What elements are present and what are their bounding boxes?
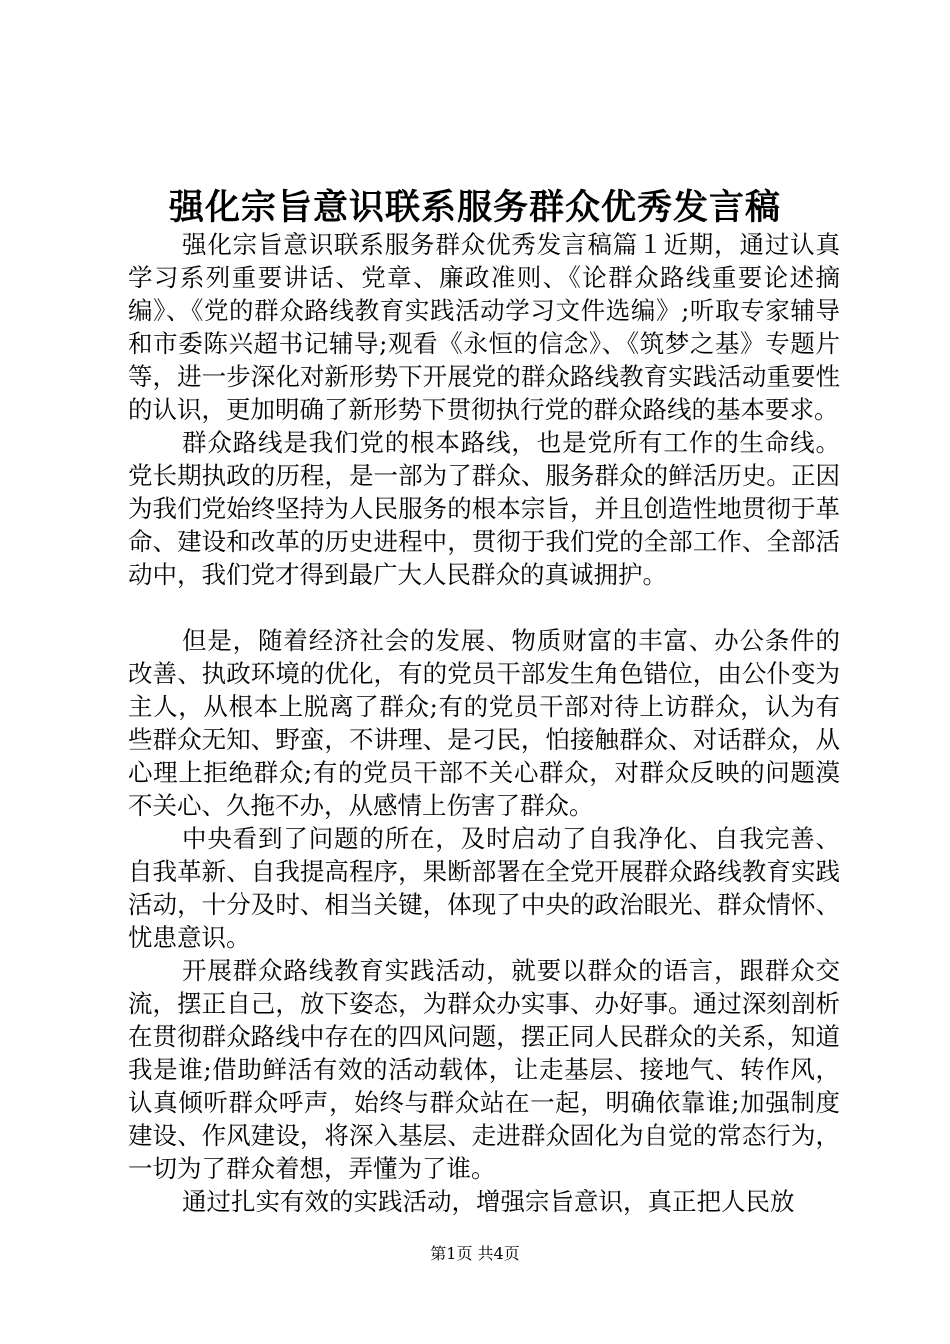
paragraph-2: 群众路线是我们党的根本路线，也是党所有工作的生命线。党长期执政的历程，是一部为了群众、服务群众的鲜活历史。正因为我们党始终坚持为人民服务的根本宗旨，并且创造性地贯彻于革命、建设和改革的历史进程中，贯彻于我们党的全部工作、全部活动中，我们党才得到最广大人民群众的真诚拥护。 (128, 428, 840, 589)
paragraph-6: 通过扎实有效的实践活动，增强宗旨意识，真正把人民放 (182, 1187, 795, 1216)
document-body (128, 228, 840, 1218)
paragraph-3: 但是，随着经济社会的发展、物质财富的丰富、办公条件的改善、执政环境的优化，有的党员干部发生角色错位，由公仆变为主人，从根本上脱离了群众;有的党员干部对待上访群众，认为有些群众无知、野蛮，不讲理、是刁民，怕接触群众、对话群众，从心理上拒绝群众;有的党员干部不关心群众，对群众反映的问题漠不关心、久拖不办，从感情上伤害了群众。 (128, 626, 840, 820)
paragraph-1: 强化宗旨意识联系服务群众优秀发言稿篇１近期，通过认真学习系列重要讲话、党章、廉政准则、《论群众路线重要论述摘编》、《党的群众路线教育实践活动学习文件选编》;听取专家辅导和市委陈兴超书记辅导;观看《永恒的信念》、《筑梦之基》专题片等，进一步深化对新形势下开展党的群众路线教育实践活动重要性的认识，更加明确了新形势下贯彻执行党的群众路线的基本要求。 (128, 230, 840, 424)
document-title: 强化宗旨意识联系服务群众优秀发言稿 (168, 187, 781, 228)
paragraph-4: 中央看到了问题的所在，及时启动了自我净化、自我完善、自我革新、自我提高程序，果断部署在全党开展群众路线教育实践活动，十分及时、相当关键，体现了中央的政治眼光、群众情怀、忧患意识。 (128, 824, 840, 952)
paragraph-spacer (128, 591, 840, 624)
page-number-footer: 第1页 共4页 (430, 1244, 520, 1263)
paragraph-5: 开展群众路线教育实践活动，就要以群众的语言，跟群众交流，摆正自己，放下姿态，为群众办实事、办好事。通过深刻剖析在贯彻群众路线中存在的四风问题，摆正同人民群众的关系，知道我是谁;借助鲜活有效的活动载体，让走基层、接地气、转作风，认真倾听群众呼声，始终与群众站在一起，明确依靠谁;加强制度建设、作风建设，将深入基层、走进群众固化为自觉的常态行为，一切为了群众着想，弄懂为了谁。 (128, 956, 840, 1183)
